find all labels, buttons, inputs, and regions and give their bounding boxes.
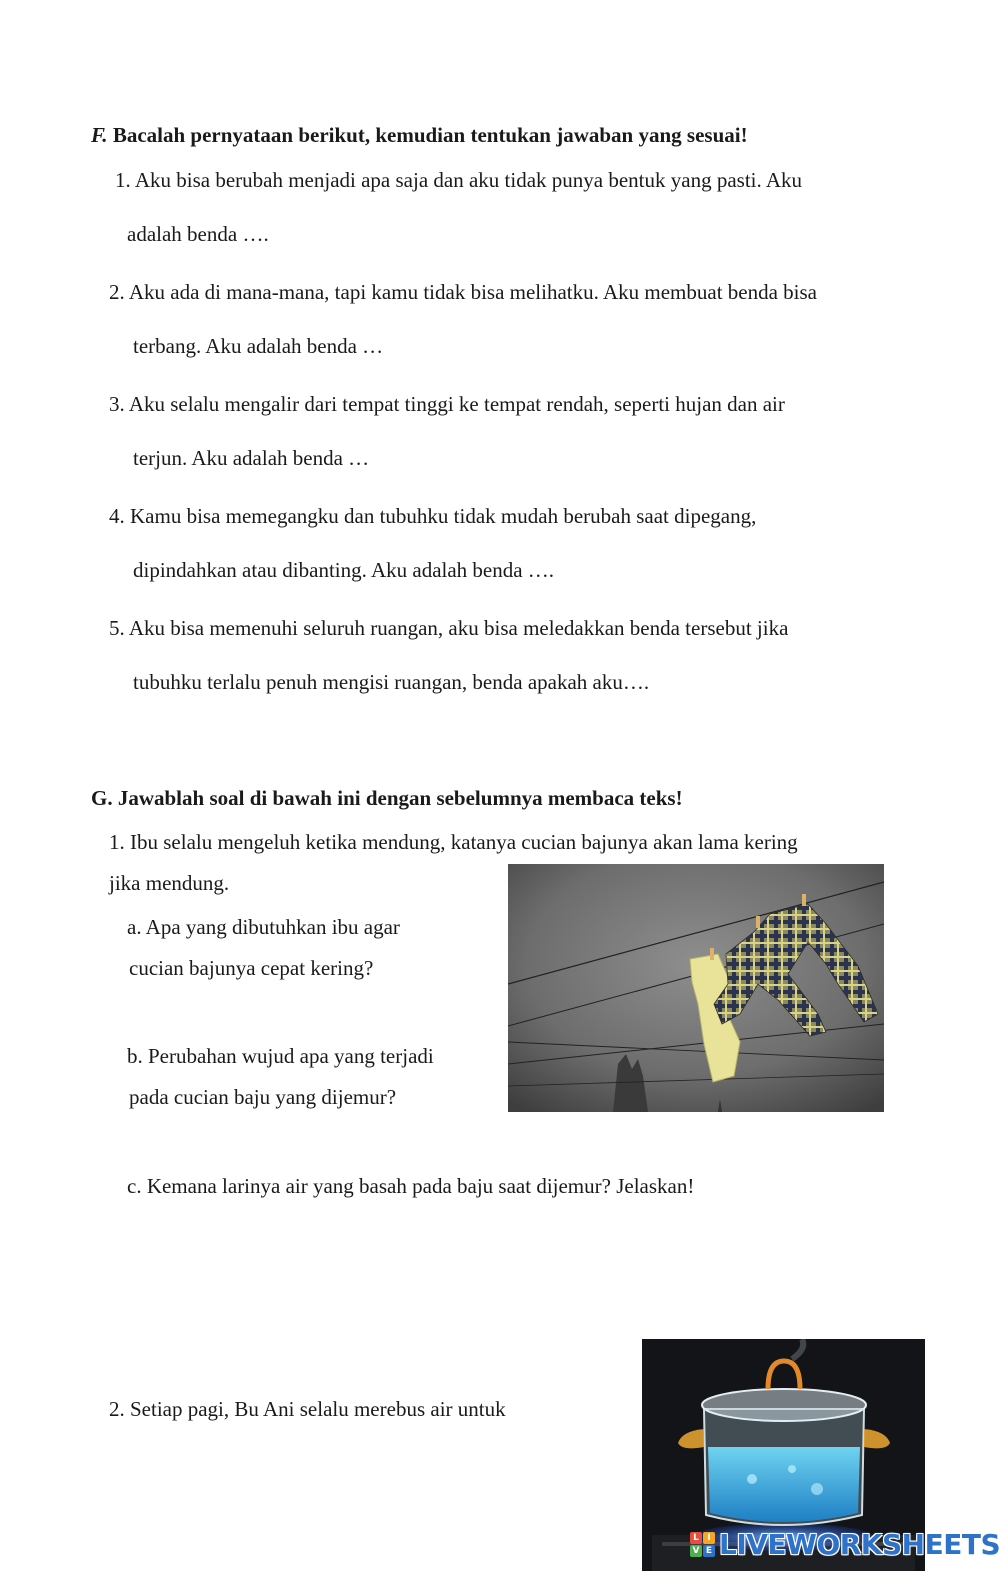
laundry-photo-graphic xyxy=(508,864,884,1112)
logo-letter: L xyxy=(690,1532,702,1544)
f-item-2-line2: terbang. Aku adalah benda … xyxy=(133,334,384,358)
g-q1a-line2: cucian bajunya cepat kering? xyxy=(129,956,374,980)
g-q1b-line1: b. Perubahan wujud apa yang terjadi xyxy=(127,1044,434,1068)
f-item-1-line2: adalah benda …. xyxy=(127,222,269,246)
f-item-4-line1: 4. Kamu bisa memegangku dan tubuhku tidak mudah berubah saat dipegang, xyxy=(109,504,757,528)
g-q1b-line2: pada cucian baju yang dijemur? xyxy=(129,1085,397,1109)
g-q2-line1: 2. Setiap pagi, Bu Ani selalu merebus air untuk xyxy=(109,1397,506,1421)
clothespin xyxy=(710,948,714,960)
clothespin xyxy=(802,894,806,906)
f-item-3-line1: 3. Aku selalu mengalir dari tempat tinggi ke tempat rendah, seperti hujan dan air xyxy=(109,392,785,416)
f-item-2-line1: 2. Aku ada di mana-mana, tapi kamu tidak bisa melihatku. Aku membuat benda bisa xyxy=(109,280,817,304)
laundry-photo xyxy=(508,864,884,1112)
g-q1-line2: jika mendung. xyxy=(109,871,230,895)
g-q1c: c. Kemana larinya air yang basah pada baju saat dijemur? Jelaskan! xyxy=(127,1174,695,1198)
section-g-title: G. Jawablah soal di bawah ini dengan sebelumnya membaca teks! xyxy=(91,786,683,810)
f-item-5-line1: 5. Aku bisa memenuhi seluruh ruangan, aku bisa meledakkan benda tersebut jika xyxy=(109,616,789,640)
clothespin xyxy=(756,916,760,928)
bubble xyxy=(788,1465,796,1473)
logo-letter: V xyxy=(690,1545,702,1557)
g-q1-line1: 1. Ibu selalu mengeluh ketika mendung, katanya cucian bajunya akan lama kering xyxy=(109,830,798,854)
water xyxy=(708,1447,860,1522)
f-item-1-line1: 1. Aku bisa berubah menjadi apa saja dan aku tidak punya bentuk yang pasti. Aku xyxy=(115,168,803,192)
section-f-title-text: Bacalah pernyataan berikut, kemudian tentukan jawaban yang sesuai! xyxy=(112,123,748,147)
liveworksheets-logo-icon xyxy=(690,1532,715,1557)
bubble xyxy=(811,1483,823,1495)
g-q1a-line1: a. Apa yang dibutuhkan ibu agar xyxy=(127,915,400,939)
section-f-letter: F. xyxy=(91,123,108,147)
f-item-5-line2: tubuhku terlalu penuh mengisi ruangan, benda apakah aku…. xyxy=(133,670,650,694)
logo-letter: I xyxy=(703,1532,715,1544)
logo-letter: E xyxy=(703,1545,715,1557)
glass-lid xyxy=(702,1389,866,1421)
f-item-4-line2: dipindahkan atau dibanting. Aku adalah benda …. xyxy=(133,558,555,582)
f-item-3-line2: terjun. Aku adalah benda … xyxy=(133,446,370,470)
bubble xyxy=(747,1474,757,1484)
liveworksheets-watermark xyxy=(690,1526,1000,1562)
liveworksheets-text: LIVEWORKSHEETS xyxy=(719,1527,1000,1561)
section-f-title xyxy=(91,122,748,148)
